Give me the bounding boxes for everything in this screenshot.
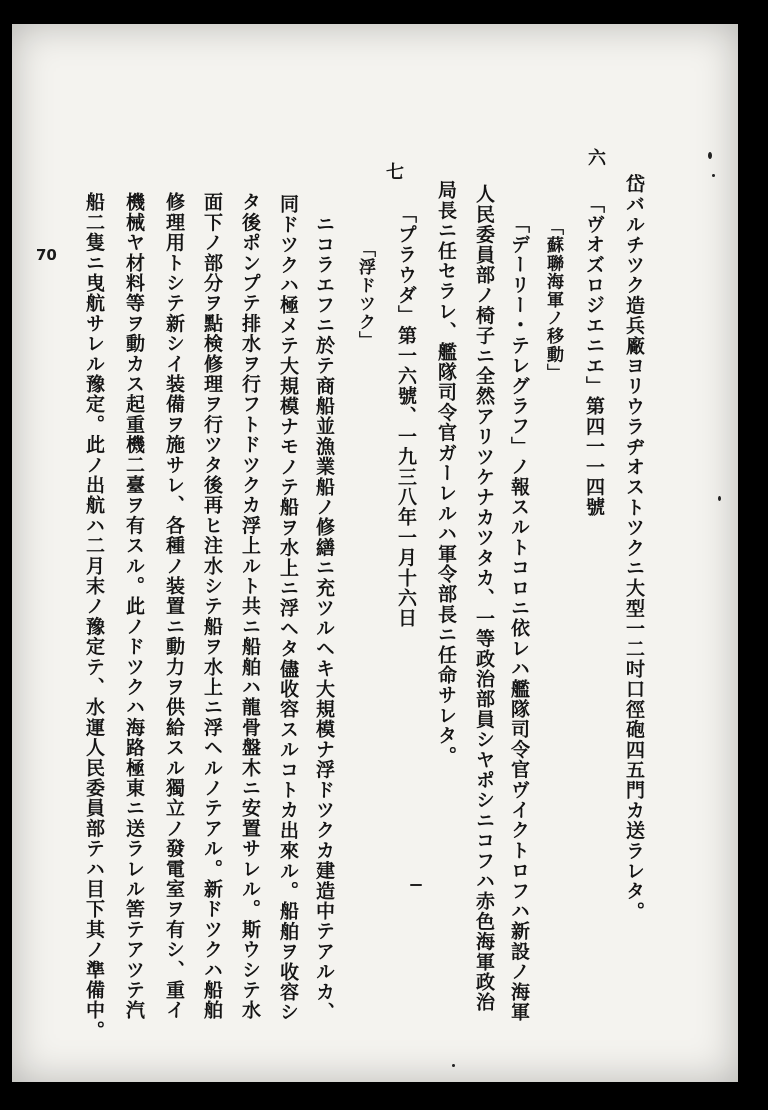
text-column-8: 「浮ドツク」 xyxy=(355,240,375,350)
scan-speck xyxy=(410,884,422,886)
text-column-4: 「デーリー・テレグラフ」ノ報スルトコロニ依レハ艦隊司令官ヴイクトロフハ新設ノ海軍 xyxy=(508,214,530,1022)
text-column-9: ニコラエフニ於テ商船並漁業船ノ修繕ニ充ツルヘキ大規模ナ浮ドツクカ建造中テアルカ、 xyxy=(313,214,335,1022)
scan-speck xyxy=(718,496,721,501)
text-column-6: 局長ニ任セラレ、艦隊司令官ガーレルハ軍令部長ニ任命サレタ。 xyxy=(435,180,457,766)
section-number-7: 七 xyxy=(383,162,404,182)
text-column-12: 面下ノ部分ヲ點検修理ヲ行ツタ後再ヒ注水シテ船ヲ水上ニ浮ヘルノテアル。新ドツクハ船舶 xyxy=(201,192,223,1021)
scan-speck xyxy=(708,152,712,159)
text-column-2: 「ヴオズロジエニエ」第四一一四號 xyxy=(583,194,605,518)
text-column-14: 機械ヤ材料等ヲ動カス起重機二臺ヲ有スル。此ノドツクハ海路極東ニ送ラレル筈テアツテ汽 xyxy=(123,192,145,1021)
document-page xyxy=(12,24,738,1082)
text-column-3: 「蘇聯海軍ノ移動」 xyxy=(543,218,563,382)
text-column-13: 修理用トシテ新シイ装備ヲ施サレ、各種ノ装置ニ動力ヲ供給スル獨立ノ發電室ヲ有シ、重イ xyxy=(163,192,185,1021)
text-column-11: タ後ポンプテ排水ヲ行フトドツクカ浮上ルト共ニ船舶ハ龍骨盤木ニ安置サレル。斯ウシテ水 xyxy=(239,192,261,1021)
text-column-15: 船二隻ニ曳航サレル豫定。此ノ出航ハ二月末ノ豫定テ、水運人民委員部テハ目下其ノ準備中。 xyxy=(83,192,105,1041)
scan-speck xyxy=(712,174,715,177)
text-column-7: 「プラウダ」第一六號、一九三八年一月十六日 xyxy=(395,204,417,629)
text-column-5: 人民委員部ノ椅子ニ全然アリツケナカツタカ、一等政治部員シヤポシニコフハ赤色海軍政治 xyxy=(473,184,495,1013)
scan-speck xyxy=(452,1064,455,1067)
section-number-6: 六 xyxy=(585,148,606,168)
text-column-10: 同ドツクハ極メテ大規模ナモノテ船ヲ水上ニ浮ヘタ儘收容スルコトカ出來ル。船舶ヲ收容シ xyxy=(277,194,299,1023)
text-column-1: 岱バルチツク造兵廠ヨリウラヂオストツクニ大型一二吋口徑砲四五門カ送ラレタ。 xyxy=(623,174,645,922)
page-number: 70 xyxy=(36,246,57,264)
